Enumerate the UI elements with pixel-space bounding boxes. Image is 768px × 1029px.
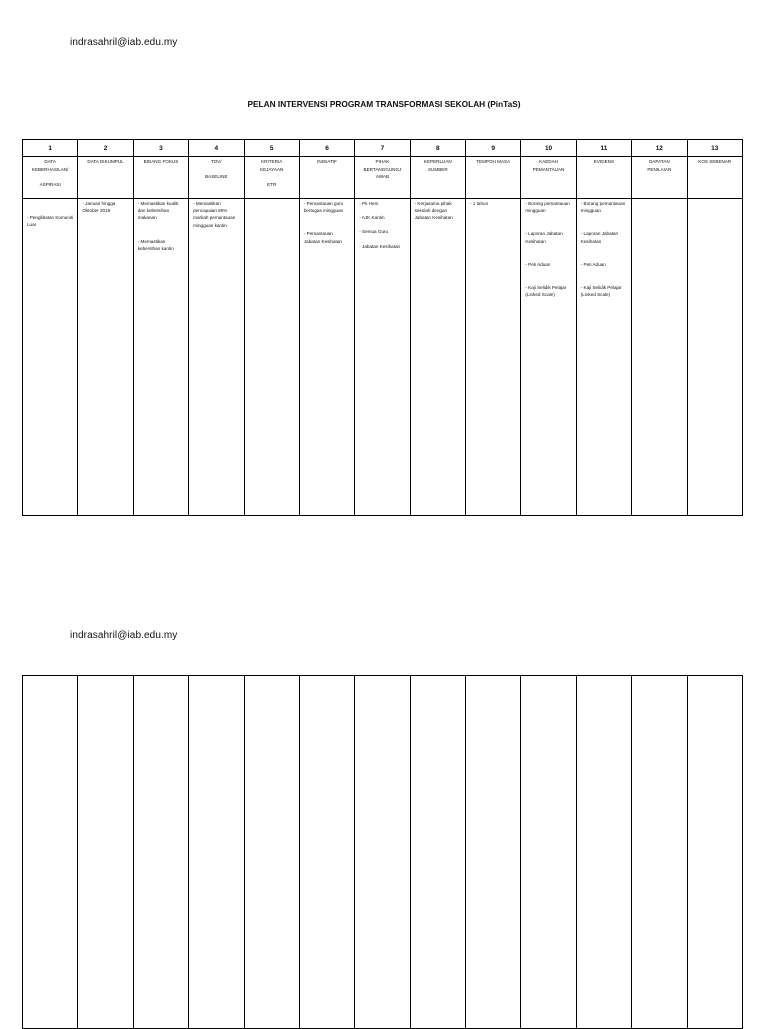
empty-cell [687, 676, 743, 1029]
cell-text: - Semua Guru [359, 229, 389, 235]
col-number: 6 [299, 140, 354, 157]
cell-text: - Memastikan pencapaian 80% markah pemantauan mingguan kantin [193, 201, 236, 228]
cell-kaedah-pemantauan [521, 199, 576, 516]
cell-text: - Borang pemantauan mingguan [580, 201, 626, 214]
cell-inisiatif [299, 199, 354, 516]
document-title: PELAN INTERVENSI PROGRAM TRANSFORMASI SEKOLAH (PinTaS) [247, 99, 521, 109]
cell-kos-sebenar [687, 199, 743, 516]
header-row [23, 157, 743, 199]
header-kriteria-kejayaan: KRITERIA KEJAYAAN ETR [244, 157, 299, 199]
table-row [23, 676, 743, 1029]
cell-text: - Januari hingga Oktober 2019 [82, 201, 116, 214]
table-row [23, 199, 743, 516]
cell-text: - Peti Aduan [580, 261, 606, 267]
col-number: 11 [576, 140, 631, 157]
cell-text: - Peti Aduan [525, 261, 551, 267]
empty-cell [244, 676, 299, 1029]
col-number: 9 [466, 140, 521, 157]
cell-text: - Penglibatan Komuniti Luar [27, 215, 74, 228]
empty-cell [133, 676, 188, 1029]
col-number: 3 [133, 140, 188, 157]
page2-email: indrasahril@iab.edu.my [70, 630, 178, 641]
cell-text: - AJK Kantin [359, 215, 385, 221]
cell-text: - Pk Hem [359, 201, 379, 206]
empty-cell [521, 676, 576, 1029]
empty-cell [189, 676, 244, 1029]
empty-cell [355, 676, 410, 1029]
cell-text: - 1 tahun [470, 201, 489, 206]
cell-bidang-fokus [133, 199, 188, 516]
cell-text: - Kerjasama pihak sekolah dengan Jabatan Kesihatan [414, 201, 453, 221]
cell-kriteria-kejayaan [244, 199, 299, 516]
header-pihak-bertanggungjawab: PIHAK BERTANGGUNGJ AWAB [355, 157, 410, 199]
empty-cell [23, 676, 78, 1029]
header-keperluan-sumber: KEPERLUAN SUMBER [410, 157, 465, 199]
cell-text: - Kaji Selidik Pelajar (Linked Scale) [525, 285, 567, 298]
col-number: 1 [23, 140, 78, 157]
cell-text: - Laporan Jabatan Kesihatan [525, 231, 563, 244]
cell-evidens [576, 199, 631, 516]
empty-cell [466, 676, 521, 1029]
empty-cell [632, 676, 687, 1029]
cell-text: - Borang pemantauan mingguan [525, 201, 570, 214]
header-inisiatif: INISIATIF [299, 157, 354, 199]
cell-text: - Pemantauan Jabatan Kesihatan [303, 231, 342, 244]
cell-pihak-bertanggungjawab [355, 199, 410, 516]
col-number: 12 [632, 140, 687, 157]
cell-text: - Memastikan kualiti dan kebersihan makanan [137, 201, 179, 221]
page1-email: indrasahril@iab.edu.my [70, 37, 178, 48]
cell-data-keberhasilan [23, 199, 78, 516]
header-tov-baseline: TOV/ BASELINE [189, 157, 244, 199]
col-number: 5 [244, 140, 299, 157]
col-number: 13 [687, 140, 743, 157]
empty-cell [576, 676, 631, 1029]
empty-cell [410, 676, 465, 1029]
page2-table [22, 675, 743, 1029]
col-number: 10 [521, 140, 576, 157]
cell-tov-baseline [189, 199, 244, 516]
cell-data-dikumpul [78, 199, 133, 516]
header-data-keberhasilan: DATA KEBERHASILAN/ ASPIRASI [23, 157, 78, 199]
intervention-plan-table [22, 139, 743, 516]
empty-cell [299, 676, 354, 1029]
col-number: 2 [78, 140, 133, 157]
col-number: 7 [355, 140, 410, 157]
cell-text: - Laporan Jabatan Kesihatan [580, 231, 619, 244]
header-bidang-fokus: BIDANG FOKUS [133, 157, 188, 199]
header-kos-sebenar: KOS SEBENAR [687, 157, 743, 199]
header-kaedah-pemantauan: KAEDAH PEMANTAUAN [521, 157, 576, 199]
cell-text: - Memastikan kebersihan kantin [137, 238, 174, 251]
cell-text: - Kaji Selidik Pelajar (Linked Scale) [580, 285, 622, 298]
cell-text: - Jabatan Kesihatan [359, 243, 401, 249]
header-evidens: EVIDENS [576, 157, 631, 199]
header-tempoh-masa: TEMPOH MASA [466, 157, 521, 199]
header-dapatan-penilaian: DAPATAN PENILAIAN [632, 157, 687, 199]
empty-cell [78, 676, 133, 1029]
cell-dapatan-penilaian [632, 199, 687, 516]
col-number: 4 [189, 140, 244, 157]
col-number: 8 [410, 140, 465, 157]
column-number-row [23, 140, 743, 157]
cell-tempoh-masa [466, 199, 521, 516]
header-data-dikumpul: DATA DIKUMPUL [78, 157, 133, 199]
cell-text: - Pemantauan guru bertugas mingguan [303, 201, 344, 214]
cell-keperluan-sumber [410, 199, 465, 516]
